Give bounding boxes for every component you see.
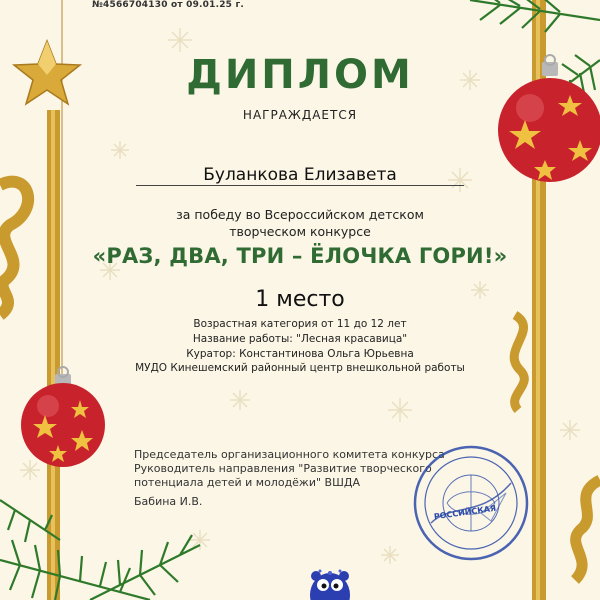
- diploma-title: ДИПЛОМ: [186, 52, 414, 98]
- name-underline: [136, 185, 464, 186]
- place-award: 1 место: [255, 287, 345, 312]
- gold-ribbon-bottom-right: [575, 480, 600, 580]
- reason-line-1: за победу во Всероссийском детском: [176, 207, 424, 222]
- signature-line-2: Руководитель направления "Развитие творческого: [134, 462, 432, 475]
- reason-line-2: творческом конкурсе: [229, 224, 371, 239]
- signature-line-1: Председатель организационного комитета конкурса: [134, 448, 445, 461]
- mascot-icon: [306, 565, 354, 600]
- awarded-label: НАГРАЖДАЕТСЯ: [242, 108, 358, 122]
- work-title: Название работы: "Лесная красавица": [192, 333, 408, 345]
- pine-branch-bottom-left: [0, 500, 200, 600]
- red-ornament-left: [21, 367, 105, 467]
- organization: МУДО Кинешемский районный центр внешкольной работы: [135, 362, 465, 374]
- curator: Куратор: Константинова Ольга Юрьевна: [186, 348, 414, 360]
- recipient-name: Буланкова Елизавета: [203, 165, 397, 185]
- official-stamp: [411, 443, 531, 563]
- certificate-number: №4566704130 от 09.01.25 г.: [92, 0, 244, 10]
- age-category: Возрастная категория от 11 до 12 лет: [193, 318, 407, 330]
- signatory-name: Бабина И.В.: [134, 495, 203, 508]
- contest-name: «РАЗ, ДВА, ТРИ – ЁЛОЧКА ГОРИ!»: [92, 244, 508, 268]
- signature-line-3: потенциала детей и молодёжи" ВШДА: [134, 476, 360, 489]
- stamp-caption: РОССИЙСКАЯ: [433, 503, 497, 522]
